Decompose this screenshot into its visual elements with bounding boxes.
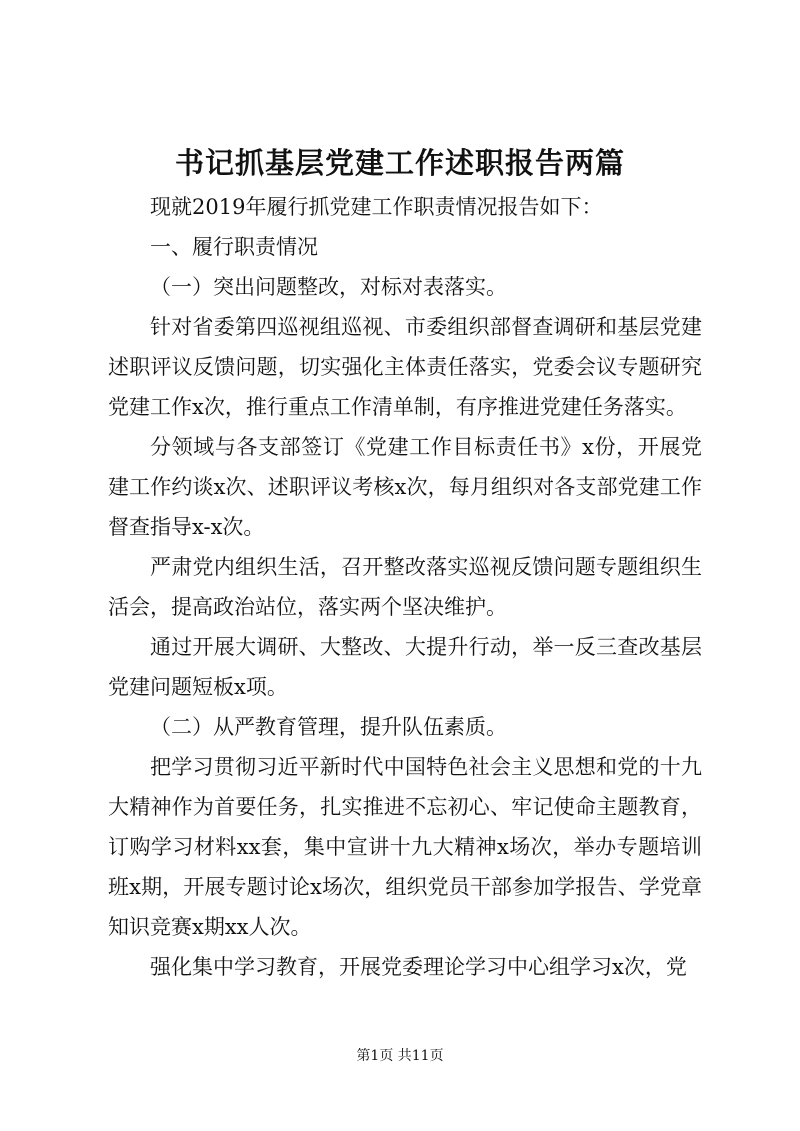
paragraph: 严肃党内组织生活，召开整改落实巡视反馈问题专题组织生活会，提高政治站位，落实两个坚决维护。 xyxy=(108,555,702,619)
paragraph: 强化集中学习教育，开展党委理论学习中心组学习x次，党 xyxy=(150,955,687,979)
paragraph: 通过开展大调研、大整改、大提升行动，举一反三查改基层党建问题短板x项。 xyxy=(108,635,702,699)
document-title: 书记抓基层党建工作述职报告两篇 xyxy=(174,146,625,180)
paragraph: 分领域与各支部签订《党建工作目标责任书》x份，开展党建工作约谈x次、述职评议考核x次，每月组织对各支部党建工作督查指导x-x次。 xyxy=(108,435,702,539)
subsection-heading: （一）突出问题整改，对标对表落实。 xyxy=(150,275,507,299)
document-body xyxy=(108,187,702,987)
paragraph: 现就2019年履行抓党建工作职责情况报告如下： xyxy=(150,195,603,219)
page-number-footer: 第1页 共11页 xyxy=(356,1048,444,1064)
section-heading: 一、履行职责情况 xyxy=(150,235,318,259)
subsection-heading: （二）从严教育管理，提升队伍素质。 xyxy=(150,715,507,739)
paragraph: 针对省委第四巡视组巡视、市委组织部督查调研和基层党建述职评议反馈问题，切实强化主体责任落实，党委会议专题研究党建工作x次，推行重点工作清单制，有序推进党建任务落实。 xyxy=(108,315,702,419)
paragraph: 把学习贯彻习近平新时代中国特色社会主义思想和党的十九大精神作为首要任务，扎实推进不忘初心、牢记使命主题教育，订购学习材料xx套，集中宣讲十九大精神x场次，举办专题培训班x期，开展专题讨论x场次，组织党员干部参加学报告、学党章知识竞赛x期xx人次。 xyxy=(108,755,702,939)
